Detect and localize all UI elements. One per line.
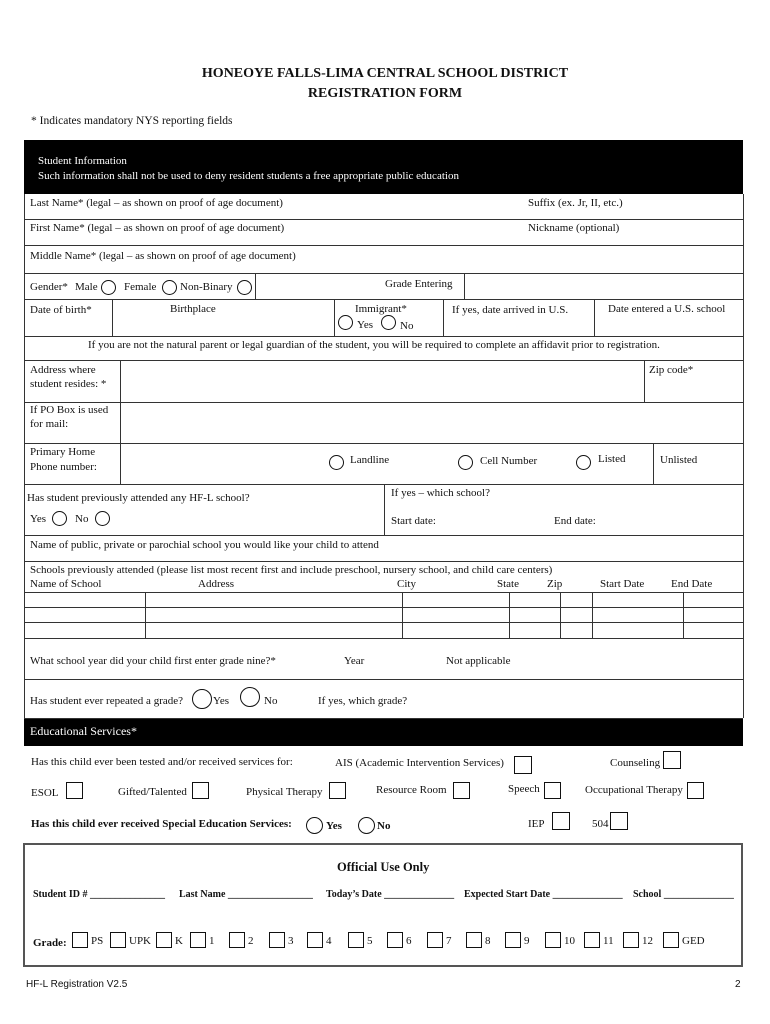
- gender-male-label: Male: [75, 281, 98, 293]
- prev-attended-no-label: No: [75, 513, 89, 525]
- gender-male-radio[interactable]: [101, 280, 116, 295]
- educational-services-header: [24, 719, 743, 746]
- gender-label: Gender*: [30, 281, 68, 293]
- occupational-therapy-label: Occupational Therapy: [585, 784, 683, 796]
- end-date-label: End date:: [554, 515, 596, 527]
- grade-ged-label: GED: [682, 935, 705, 947]
- grade-ged-checkbox[interactable]: [663, 932, 679, 948]
- counseling-checkbox[interactable]: [663, 751, 681, 769]
- student-info-subheading: Such information shall not be used to deny resident students a free appropriate public education: [38, 170, 459, 182]
- gifted-label: Gifted/Talented: [118, 786, 187, 798]
- plan-504-checkbox[interactable]: [610, 812, 628, 830]
- listed-radio[interactable]: [576, 455, 591, 470]
- ais-checkbox[interactable]: [514, 756, 532, 774]
- form-subtitle: REGISTRATION FORM: [307, 86, 463, 101]
- prev-attended-label: Has student previously attended any HF-L school?: [27, 492, 250, 504]
- grade-11-checkbox[interactable]: [584, 932, 600, 948]
- grade-k-checkbox[interactable]: [156, 932, 172, 948]
- grade-9-checkbox[interactable]: [505, 932, 521, 948]
- grade-2-checkbox[interactable]: [229, 932, 245, 948]
- grade-nine-label: What school year did your child first enter grade nine?*: [30, 655, 276, 667]
- ais-label: AIS (Academic Intervention Services): [335, 757, 504, 769]
- repeated-grade-label: Has student ever repeated a grade?: [30, 695, 184, 707]
- grade-4-label: 4: [326, 935, 332, 947]
- grade-upk-label: UPK: [129, 935, 152, 947]
- mandatory-note: * Indicates mandatory NYS reporting fields: [31, 115, 233, 127]
- official-todays-date: Today’s Date ______________: [326, 889, 455, 900]
- prev-schools-col-end: End Date: [671, 578, 713, 590]
- repeated-no-radio[interactable]: [240, 687, 260, 707]
- listed-label: Listed: [598, 453, 626, 465]
- immigrant-no-radio[interactable]: [381, 315, 396, 330]
- zip-label: Zip code*: [649, 364, 694, 376]
- grade-6-checkbox[interactable]: [387, 932, 403, 948]
- tested-label: Has this child ever been tested and/or received services for:: [31, 756, 293, 768]
- prev-schools-col-start: Start Date: [600, 578, 645, 590]
- landline-label: Landline: [350, 454, 390, 466]
- official-student-id: Student ID # _______________: [33, 889, 165, 900]
- immigrant-yes-label: Yes: [357, 319, 374, 331]
- which-school-label: If yes – which school?: [391, 487, 490, 499]
- date-entered-school-label: Date entered a U.S. school: [608, 303, 726, 315]
- grade-2-label: 2: [248, 935, 254, 947]
- nickname-label: Nickname (optional): [528, 222, 620, 234]
- resource-room-checkbox[interactable]: [453, 782, 470, 799]
- grade-ps-label: PS: [91, 935, 104, 947]
- grade-11-label: 11: [603, 935, 614, 947]
- prev-schools-label: Schools previously attended (please list most recent first and include preschool, nursery school, and child care centers): [30, 564, 553, 576]
- form-title: HONEOYE FALLS-LIMA CENTRAL SCHOOL DISTRICT: [201, 66, 569, 81]
- immigrant-label: Immigrant*: [355, 303, 407, 315]
- prev-schools-col-zip: Zip: [547, 578, 563, 590]
- cell-radio[interactable]: [458, 455, 473, 470]
- po-box-label-line2: for mail:: [30, 418, 69, 430]
- gender-female-label: Female: [124, 281, 157, 293]
- grade-upk-checkbox[interactable]: [110, 932, 126, 948]
- grade-12-label: 12: [642, 935, 653, 947]
- gifted-checkbox[interactable]: [192, 782, 209, 799]
- special-ed-label: Has this child ever received Special Education Services:: [31, 818, 292, 830]
- repeated-yes-label: Yes: [213, 695, 230, 707]
- iep-checkbox[interactable]: [552, 812, 570, 830]
- educational-services-heading: Educational Services*: [30, 724, 137, 738]
- prev-attended-no-radio[interactable]: [95, 511, 110, 526]
- unlisted-label: Unlisted: [660, 454, 698, 466]
- official-expected-start: Expected Start Date ______________: [464, 889, 623, 900]
- official-grade-label: Grade:: [33, 937, 67, 949]
- grade-10-label: 10: [564, 935, 575, 947]
- year-label: Year: [344, 655, 365, 667]
- prev-schools-col-state: State: [497, 578, 519, 590]
- which-grade-label: If yes, which grade?: [318, 695, 408, 707]
- immigrant-no-label: No: [400, 320, 414, 332]
- counseling-label: Counseling: [610, 757, 661, 769]
- start-date-label: Start date:: [391, 515, 436, 527]
- not-applicable-label: Not applicable: [446, 655, 511, 667]
- last-name-label: Last Name* (legal – as shown on proof of age document): [30, 197, 283, 209]
- grade-7-label: 7: [446, 935, 452, 947]
- gender-nonbinary-radio[interactable]: [237, 280, 252, 295]
- affidavit-note: If you are not the natural parent or legal guardian of the student, you will be required to complete an affidavit prior to registration.: [88, 339, 660, 351]
- physical-therapy-label: Physical Therapy: [246, 786, 323, 798]
- gender-nonbinary-label: Non-Binary: [180, 281, 233, 293]
- grade-3-checkbox[interactable]: [269, 932, 285, 948]
- grade-4-checkbox[interactable]: [307, 932, 323, 948]
- repeated-yes-radio[interactable]: [192, 689, 212, 709]
- grade-9-label: 9: [524, 935, 530, 947]
- address-label-line1: Address where: [30, 364, 96, 376]
- iep-label: IEP: [528, 818, 545, 830]
- address-label-line2: student resides: *: [30, 378, 107, 390]
- desired-school-label: Name of public, private or parochial school you would like your child to attend: [30, 539, 379, 551]
- grade-5-label: 5: [367, 935, 373, 947]
- grade-5-checkbox[interactable]: [348, 932, 364, 948]
- speech-checkbox[interactable]: [544, 782, 561, 799]
- grade-6-label: 6: [406, 935, 412, 947]
- official-use-heading: Official Use Only: [337, 860, 430, 874]
- footer-page-number: 2: [735, 979, 741, 990]
- immigrant-yes-radio[interactable]: [338, 315, 353, 330]
- grade-8-checkbox[interactable]: [466, 932, 482, 948]
- prev-attended-yes-label: Yes: [30, 513, 47, 525]
- special-ed-no-radio[interactable]: [358, 817, 375, 834]
- official-last-name: Last Name _________________: [179, 889, 313, 900]
- footer-version: HF-L Registration V2.5: [26, 979, 128, 990]
- po-box-label-line1: If PO Box is used: [30, 404, 109, 416]
- grade-1-label: 1: [209, 935, 215, 947]
- special-ed-yes-radio[interactable]: [306, 817, 323, 834]
- prev-schools-col-name: Name of School: [30, 578, 102, 590]
- grade-12-checkbox[interactable]: [623, 932, 639, 948]
- grade-entering-label: Grade Entering: [385, 278, 453, 290]
- resource-room-label: Resource Room: [376, 784, 447, 796]
- birthplace-label: Birthplace: [170, 303, 216, 315]
- cell-label: Cell Number: [480, 455, 538, 467]
- landline-radio[interactable]: [329, 455, 344, 470]
- special-ed-yes-label: Yes: [326, 820, 342, 832]
- student-info-header: [24, 140, 743, 194]
- prev-schools-col-address: Address: [198, 578, 235, 590]
- grade-k-label: K: [175, 935, 183, 947]
- special-ed-no-label: No: [377, 820, 391, 832]
- prev-attended-yes-radio[interactable]: [52, 511, 67, 526]
- occupational-therapy-checkbox[interactable]: [687, 782, 704, 799]
- grade-8-label: 8: [485, 935, 491, 947]
- plan-504-label: 504: [592, 818, 609, 830]
- official-use-box: [23, 843, 743, 967]
- physical-therapy-checkbox[interactable]: [329, 782, 346, 799]
- grade-1-checkbox[interactable]: [190, 932, 206, 948]
- grade-ps-checkbox[interactable]: [72, 932, 88, 948]
- gender-female-radio[interactable]: [162, 280, 177, 295]
- phone-label-line1: Primary Home: [30, 446, 96, 458]
- repeated-no-label: No: [264, 695, 278, 707]
- esol-label: ESOL: [31, 787, 59, 799]
- esol-checkbox[interactable]: [66, 782, 83, 799]
- grade-7-checkbox[interactable]: [427, 932, 443, 948]
- suffix-label: Suffix (ex. Jr, II, etc.): [528, 197, 623, 209]
- prev-schools-col-city: City: [397, 578, 416, 590]
- grade-3-label: 3: [288, 935, 294, 947]
- official-school: School ______________: [633, 889, 734, 900]
- student-info-heading: Student Information: [38, 155, 127, 167]
- middle-name-label: Middle Name* (legal – as shown on proof of age document): [30, 250, 296, 262]
- phone-label-line2: Phone number:: [30, 461, 97, 473]
- first-name-label: First Name* (legal – as shown on proof of age document): [30, 222, 285, 234]
- grade-10-checkbox[interactable]: [545, 932, 561, 948]
- date-arrived-label: If yes, date arrived in U.S.: [452, 304, 569, 316]
- dob-label: Date of birth*: [30, 304, 92, 316]
- speech-label: Speech: [508, 783, 540, 795]
